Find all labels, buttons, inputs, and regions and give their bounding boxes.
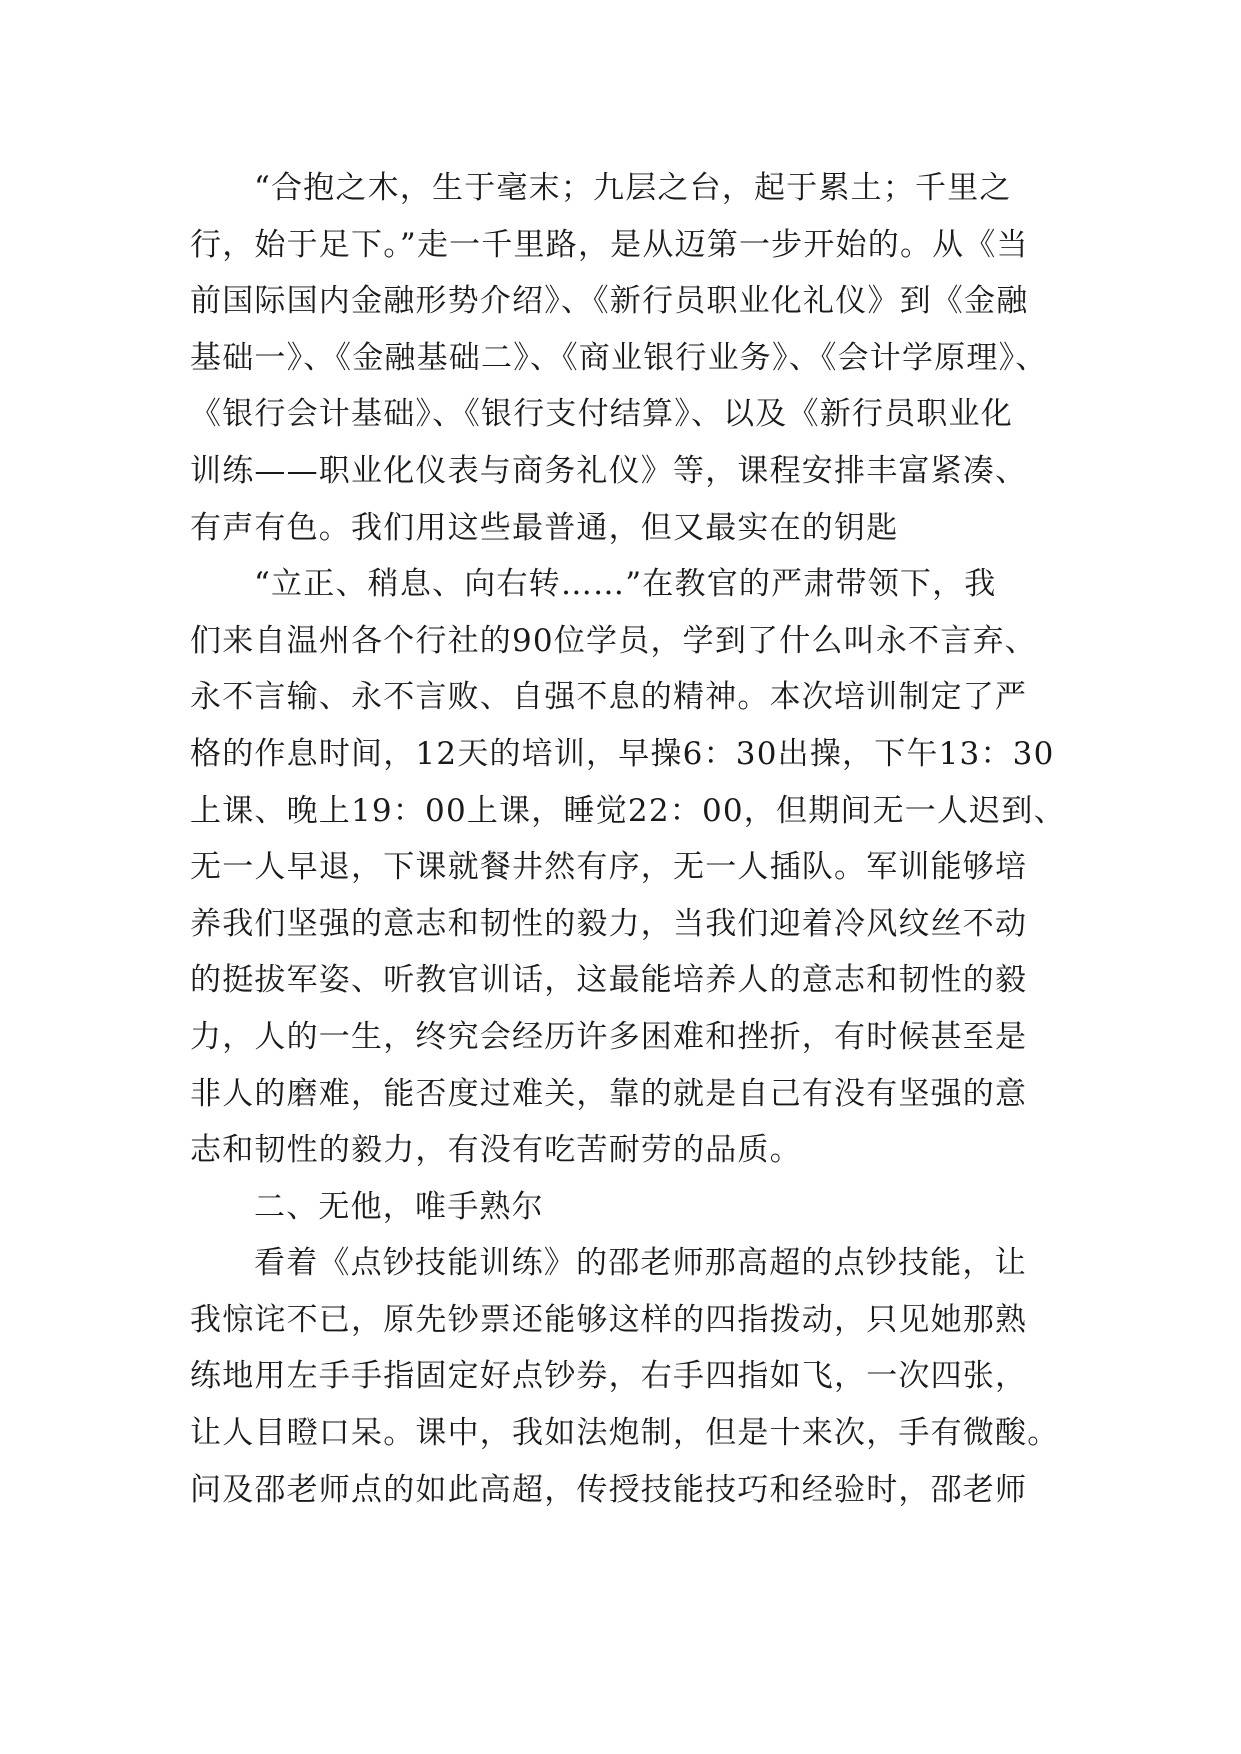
text-line: 上课、晚上19：00上课，睡觉22：00，但期间无一人迟到、 [190, 792, 1066, 829]
text-line: 们来自温州各个行社的90位学员，学到了什么叫永不言弃、 [190, 622, 1037, 659]
text-line: “合抱之木，生于毫末；九层之台，起于累土；千里之 [254, 170, 1012, 206]
text-line: 养我们坚强的意志和韧性的毅力，当我们迎着冷风纹丝不动 [190, 905, 1028, 942]
text-line: 志和韧性的毅力，有没有吃苦耐劳的品质。 [190, 1132, 802, 1169]
text-line: 永不言输、永不言败、自强不息的精神。本次培训制定了严 [190, 679, 1028, 716]
text-line: “立正、稍息、向右转……”在教官的严肃带领下，我 [254, 566, 997, 603]
text-line: 让人目瞪口呆。课中，我如法炮制，但是十来次，手有微酸。 [190, 1415, 1060, 1452]
text-line: 二、无他，唯手熟尔 [254, 1188, 544, 1225]
text-line: 练地用左手手指固定好点钞券，右手四指如飞，一次四张， [190, 1358, 1028, 1395]
text-line: 的挺拔军姿、听教官训话，这最能培养人的意志和韧性的毅 [190, 962, 1028, 999]
text-line: 问及邵老师点的如此高超，传授技能技巧和经验时，邵老师 [190, 1471, 1028, 1508]
text-line: 格的作息时间，12天的培训，早操6：30出操，下午13：30 [190, 735, 1055, 772]
text-line: 行，始于足下。”走一千里路，是从迈第一步开始的。从《当 [190, 226, 1029, 263]
text-line: 训练——职业化仪表与商务礼仪》等，课程安排丰富紧凑、 [190, 452, 1028, 489]
text-line: 力，人的一生，终究会经历许多困难和挫折，有时候甚至是 [190, 1018, 1028, 1055]
body-text [190, 160, 1090, 1518]
text-line: 看着《点钞技能训练》的邵老师那高超的点钞技能，让 [254, 1245, 1027, 1282]
text-line: 有声有色。我们用这些最普通，但又最实在的钥匙 [190, 509, 899, 546]
text-line: 《银行会计基础》、《银行支付结算》、以及《新行员职业化 [190, 396, 1013, 433]
text-line: 无一人早退，下课就餐井然有序，无一人插队。军训能够培 [190, 849, 1028, 886]
text-line: 基础一》、《金融基础二》、《商业银行业务》、《会计学原理》、 [190, 339, 1048, 376]
text-line: 前国际国内金融形势介绍》、《新行员职业化礼仪》到《金融 [190, 283, 1029, 320]
text-line: 非人的磨难，能否度过难关，靠的就是自己有没有坚强的意 [190, 1075, 1028, 1112]
text-line: 我惊诧不已，原先钞票还能够这样的四指拨动，只见她那熟 [190, 1301, 1028, 1338]
